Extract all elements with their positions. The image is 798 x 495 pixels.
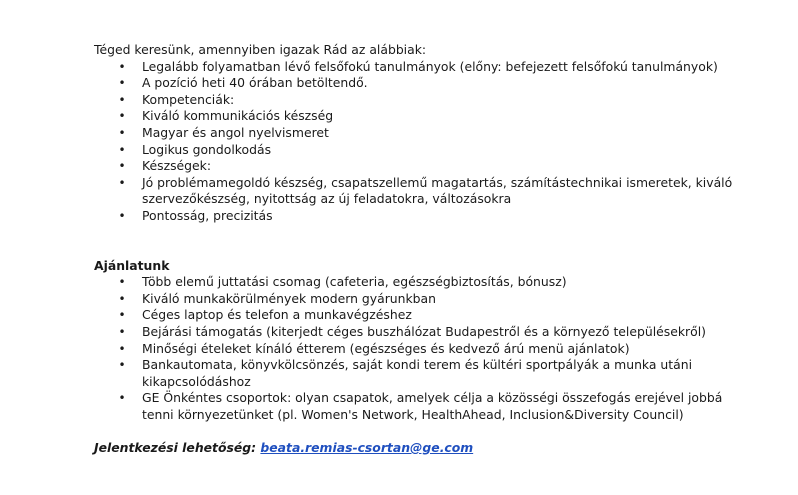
bullet-icon: • [118,142,126,157]
contact-email-link[interactable]: beata.remias-csortan@ge.com [260,440,474,456]
list-item: • Kiváló munkakörülmények modern gyárunkban [118,290,436,306]
bullet-icon: • [118,125,126,140]
list-item: • A pozíció heti 40 órában betöltendő. [118,75,368,91]
offer-heading: Ajánlatunk [94,257,170,273]
bullet-icon: • [118,358,126,373]
bullet-icon: • [118,391,126,406]
bullet-icon: • [118,76,126,91]
requirements-list [94,59,734,225]
list-item: • Céges laptop és telefon a munkavégzéshez [118,307,412,323]
list-item: • Magyar és angol nyelvismeret [118,124,329,140]
bullet-icon: • [118,59,126,74]
bullet-icon: • [118,275,126,290]
requirements-intro: Téged keresünk, amennyiben igazak Rád az alábbiak: [94,42,427,57]
list-item: • Több elemű juttatási csomag (cafeteria, egészségbiztosítás, bónusz) [118,274,567,290]
bullet-icon: • [118,175,126,190]
list-item: • Jó problémamegoldó készség, csapatszellemű magatartás, számítástechnikai ismeretek, kiváló szervezőkészség, nyitottság az új feladatokra, változásokra [118,174,733,207]
bullet-icon: • [118,291,126,306]
document-body [94,42,734,457]
bullet-icon: • [118,92,126,107]
list-item: • GE Önkéntes csoportok: olyan csapatok, amelyek célja a közösségi összefogás erejével jobbá tenni környezetünket (pl. Women's Network, HealthAhead, Inclusion&Diversity Council) [118,390,723,422]
list-item: • Logikus gondolkodás [118,141,272,157]
list-item: • Készségek: [118,158,212,174]
list-item: • Kompetenciák: [118,91,235,107]
offer-list [94,274,734,423]
list-item: • Kiváló kommunikációs készség [118,108,334,124]
list-item: • Pontosság, precizitás [118,207,273,223]
list-item: • Bejárási támogatás (kiterjedt céges buszhálózat Budapestről és a környező településekről) [118,323,706,339]
list-item: • Minőségi ételeket kínáló étterem (egészséges és kedvező árú menü ajánlatok) [118,340,630,356]
bullet-icon: • [118,109,126,124]
contact-label: Jelentkezési lehetőség: [94,440,257,456]
bullet-icon: • [118,341,126,356]
list-item: • Bankautomata, könyvkölcsönzés, saját kondi terem és kültéri sportpályák a munka utáni kikapcsolódáshoz [118,357,693,389]
bullet-icon: • [118,208,126,223]
bullet-icon: • [118,159,126,174]
bullet-icon: • [118,324,126,339]
contact-line [94,440,734,457]
list-item: • Legalább folyamatban lévő felsőfokú tanulmányok (előny: befejezett felsőfokú tanulmányok) [118,58,718,74]
bullet-icon: • [118,308,126,323]
